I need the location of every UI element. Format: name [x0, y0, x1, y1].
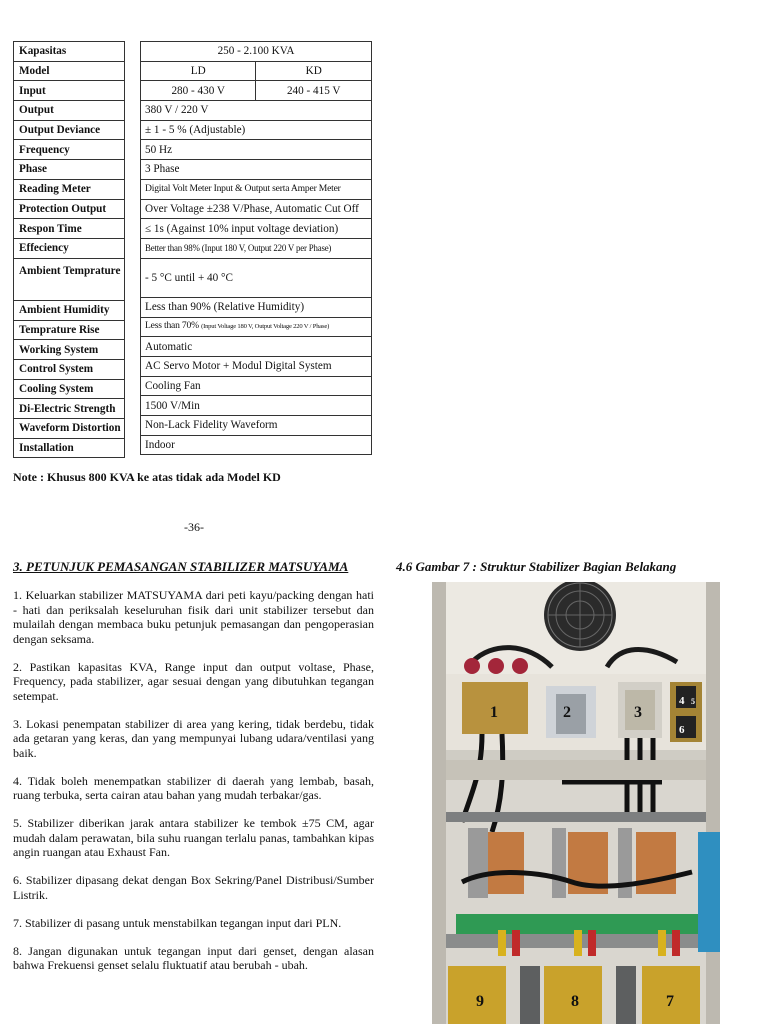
spec-value: - 5 °C until + 40 °C [141, 258, 372, 297]
spec-value-ld: LD [141, 61, 256, 81]
figure-title: 4.6 Gambar 7 : Struktur Stabilizer Bagian Belakang [396, 559, 677, 574]
spec-value-ld: 280 - 430 V [141, 81, 256, 101]
spec-value-note: (Input Voltage 180 V, Output Voltage 220 V / Phase) [201, 323, 330, 331]
spec-value: Automatic [141, 337, 372, 357]
spec-value: Indoor [141, 435, 372, 455]
spec-value: 1500 V/Min [141, 396, 372, 416]
spec-label: Working System [14, 340, 125, 360]
spec-label: Cooling System [14, 379, 125, 399]
spec-label: Ambient Temprature [14, 258, 125, 300]
instruction-list [13, 588, 374, 986]
spec-label: Installation [14, 438, 125, 458]
figure-label-3: 3 [634, 704, 642, 721]
spec-value: Better than 98% (Input 180 V, Output 220 V per Phase) [141, 238, 372, 258]
spec-value: 3 Phase [141, 160, 372, 180]
spec-label: Model [14, 61, 125, 81]
spec-label: Frequency [14, 140, 125, 160]
figure-label-9: 9 [476, 993, 484, 1010]
instruction-item: 1. Keluarkan stabilizer MATSUYAMA dari peti kayu/packing dengan hati - hati dan periksalah keseluruhan fisik dari unit stabilizer tersebut dan mulailah dengan membaca buku petunjuk pemasangan dan pengoperasian dengan seksama. [13, 588, 374, 646]
spec-label: Output [14, 101, 125, 121]
spec-label: Kapasitas [14, 42, 125, 62]
figure-label-2: 2 [563, 704, 571, 721]
stabilizer-illustration [432, 582, 720, 1024]
spec-value: Less than 70% [145, 320, 199, 332]
spec-label: Control System [14, 360, 125, 380]
spec-label: Ambient Humidity [14, 300, 125, 320]
fan-icon [544, 582, 616, 651]
figure-label-4: 4 [679, 695, 685, 707]
spec-label: Input [14, 81, 125, 101]
spec-value-temprature-rise [141, 317, 372, 337]
spec-label: Phase [14, 160, 125, 180]
figure-label-8: 8 [571, 993, 579, 1010]
spec-label: Effeciency [14, 238, 125, 258]
spec-label: Output Deviance [14, 120, 125, 140]
figure-label-6: 6 [679, 724, 685, 736]
page-number: -36- [184, 520, 204, 534]
spec-label: Respon Time [14, 219, 125, 239]
spec-label: Reading Meter [14, 179, 125, 199]
instruction-item: 3. Lokasi penempatan stabilizer di area yang kering, tidak berdebu, tidak ada getaran yang keras, dan yang mempunyai lubang udara/ventilasi yang baik. [13, 716, 374, 760]
spec-value-kd: 240 - 415 V [256, 81, 372, 101]
section-title: 3. PETUNJUK PEMASANGAN STABILIZER MATSUYAMA [13, 559, 349, 574]
spec-value: Cooling Fan [141, 376, 372, 396]
instruction-item: 6. Stabilizer dipasang dekat dengan Box Sekring/Panel Distribusi/Sumber Listrik. [13, 873, 374, 902]
instruction-item: 8. Jangan digunakan untuk tegangan input dari genset, dengan alasan bahwa Frekuensi genset selalu fluktuatif atau berubah - ubah. [13, 943, 374, 972]
instruction-item: 2. Pastikan kapasitas KVA, Range input dan output voltase, Phase, Frequency, pada stabilizer, agar sesuai dengan yang dibutuhkan tegangan setempat. [13, 659, 374, 703]
spec-label: Waveform Distortion [14, 419, 125, 439]
model-note: Note : Khusus 800 KVA ke atas tidak ada Model KD [13, 470, 281, 484]
spec-value: Less than 90% (Relative Humidity) [141, 297, 372, 317]
stabilizer-photo [432, 582, 720, 1024]
spec-label: Protection Output [14, 199, 125, 219]
spec-value: 250 - 2.100 KVA [141, 42, 372, 62]
instruction-item: 7. Stabilizer di pasang untuk menstabilkan tegangan input dari PLN. [13, 915, 342, 930]
spec-value: AC Servo Motor + Modul Digital System [141, 357, 372, 377]
spec-value: Over Voltage ±238 V/Phase, Automatic Cut Off [141, 199, 372, 219]
spec-value-kd: KD [256, 61, 372, 81]
spec-label: Temprature Rise [14, 320, 125, 340]
spec-label-column [13, 41, 125, 458]
spec-value-column [140, 41, 372, 455]
instruction-item: 4. Tidak boleh menempatkan stabilizer di daerah yang lembab, basah, ruang terbuka, serta cairan atau bahan yang mudah terbakar/gas. [13, 773, 374, 802]
spec-value: ± 1 - 5 % (Adjustable) [141, 120, 372, 140]
spec-value: 380 V / 220 V [141, 101, 372, 121]
spec-label: Di-Electric Strength [14, 399, 125, 419]
instruction-item: 5. Stabilizer diberikan jarak antara stabilizer ke tembok ±75 CM, agar mudah dalam perawatan, bila suhu ruangan terlalu panas, tambahkan kipas angin ruangan atau Exhaust Fan. [13, 816, 374, 859]
figure-label-7: 7 [666, 993, 674, 1010]
spec-value: Non-Lack Fidelity Waveform [141, 416, 372, 436]
figure-label-5: 5 [691, 697, 695, 706]
spec-value: ≤ 1s (Against 10% input voltage deviation) [141, 219, 372, 239]
figure-label-1: 1 [490, 704, 498, 721]
spec-value: Digital Volt Meter Input & Output serta Amper Meter [141, 179, 372, 199]
spec-value: 50 Hz [141, 140, 372, 160]
